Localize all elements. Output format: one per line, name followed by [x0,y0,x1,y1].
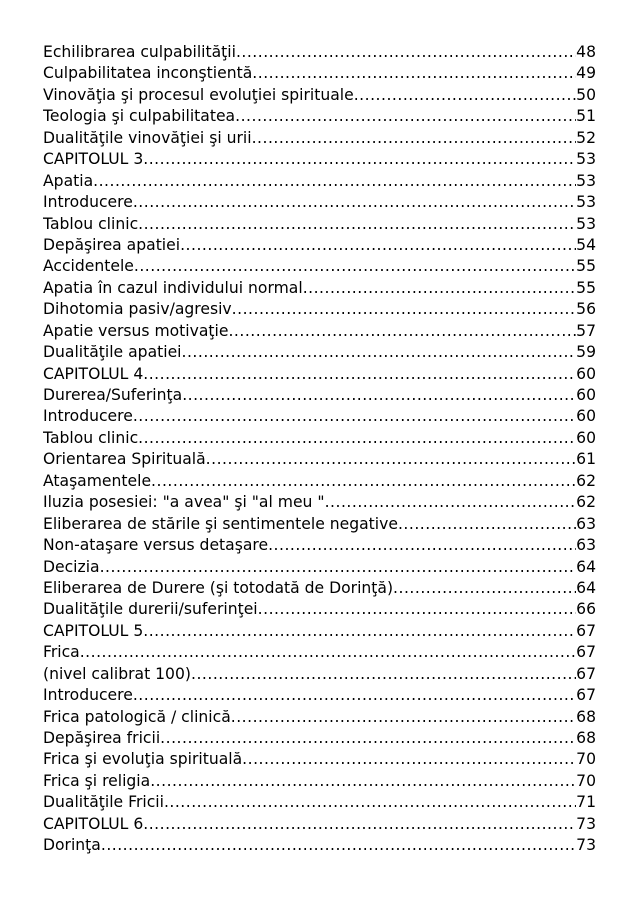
toc-entry-title: Eliberarea de Durere (şi totodată de Dorinţă) [43,578,394,597]
toc-entry-title: Apatia în cazul individului normal [43,278,303,297]
dot-leader [138,428,576,449]
toc-entry-page-number: 51 [576,107,596,126]
dot-leader [160,728,576,749]
toc-entry[interactable] [43,771,596,792]
toc-entry-title: Dualităţile Fricii [43,793,164,812]
dot-leader [80,642,576,663]
toc-entry-title: Frica şi evoluţia spirituală [43,750,243,769]
toc-entry-page-number: 60 [576,407,596,426]
toc-entry[interactable] [43,535,596,556]
toc-entry-title: Apatia [43,171,94,190]
dot-leader [354,85,576,106]
toc-entry-title: Dualităţile vinovăţiei şi urii [43,128,252,147]
dot-leader [231,707,576,728]
toc-entry-page-number: 49 [576,64,596,83]
toc-entry-title: Eliberarea de stările şi sentimentele negative [43,514,398,533]
dot-leader [252,128,577,149]
toc-entry-page-number: 63 [576,536,596,555]
toc-entry-title: Decizia [43,557,100,576]
dot-leader [242,749,576,770]
toc-entry[interactable] [43,835,596,856]
toc-entry[interactable] [43,728,596,749]
dot-leader [143,621,576,642]
toc-entry-page-number: 73 [576,814,596,833]
toc-entry[interactable] [43,149,596,170]
toc-list [43,42,596,857]
dot-leader [150,771,576,792]
toc-entry-title: Dualităţile apatiei [43,343,182,362]
dot-leader [143,364,576,385]
dot-leader [258,599,577,620]
toc-entry-page-number: 60 [576,364,596,383]
toc-entry-page-number: 68 [576,707,596,726]
toc-entry[interactable] [43,814,596,835]
dot-leader [398,514,576,535]
toc-entry-page-number: 59 [576,343,596,362]
toc-entry[interactable] [43,364,596,385]
toc-entry-page-number: 60 [576,428,596,447]
toc-entry[interactable] [43,235,596,256]
toc-entry-title: Durerea/Suferinţa [43,386,183,404]
toc-entry[interactable] [43,85,596,106]
toc-entry-title: Culpabilitatea inconştientă [43,64,253,83]
toc-entry-title: Tablou clinic [43,214,139,233]
toc-entry[interactable] [43,321,596,342]
toc-entry[interactable] [43,42,596,63]
dot-leader [268,535,576,556]
dot-leader [228,321,576,342]
toc-entry-title: Accidentele [43,257,134,276]
toc-entry[interactable] [43,749,596,770]
toc-entry-page-number: 67 [576,664,596,683]
toc-entry-page-number: 50 [576,85,596,104]
dot-leader [206,449,577,470]
toc-entry-page-number: 62 [576,471,596,490]
toc-entry-title: Orientarea Spirituală [43,450,206,469]
toc-entry[interactable] [43,707,596,728]
toc-entry[interactable] [43,685,596,706]
toc-entry-title: CAPITOLUL 6 [43,814,144,833]
toc-entry-title: Frica [43,643,80,662]
toc-entry-title: Depăşirea apatiei [43,235,181,254]
toc-entry-title: Introducere [43,686,133,705]
toc-entry-title: Apatie versus motivaţie [43,321,229,340]
toc-entry-title: CAPITOLUL 3 [43,150,144,169]
toc-entry[interactable] [43,492,596,513]
toc-entry-page-number: 53 [576,214,596,233]
toc-entry[interactable] [43,471,596,492]
toc-entry-page-number: 48 [576,43,596,61]
toc-entry-title: Teologia şi culpabilitatea [43,107,236,126]
toc-entry-title: Non-ataşare versus detaşare [43,536,269,555]
toc-entry-page-number: 71 [576,793,596,812]
toc-entry-title: Echilibrarea culpabilităţii [43,43,236,61]
dot-leader [100,557,577,578]
toc-entry[interactable] [43,514,596,535]
toc-entry[interactable] [43,299,596,320]
toc-entry-page-number: 67 [576,621,596,640]
toc-entry[interactable] [43,256,596,277]
dot-leader [164,792,576,813]
toc-entry-page-number: 55 [576,278,596,297]
toc-entry-page-number: 53 [576,193,596,212]
toc-entry-page-number: 56 [576,300,596,319]
dot-leader [191,664,576,685]
toc-entry[interactable] [43,621,596,642]
toc-entry[interactable] [43,449,596,470]
dot-leader [93,171,576,192]
toc-entry-title: (nivel calibrat 100) [43,664,191,683]
toc-entry-title: Vinovăţia şi procesul evoluţiei spirituale [43,85,354,104]
toc-entry-title: Iluzia posesiei: "a avea" şi "al meu " [43,493,325,512]
toc-entry[interactable] [43,192,596,213]
toc-entry-page-number: 67 [576,643,596,662]
toc-entry[interactable] [43,171,596,192]
toc-entry-page-number: 63 [576,514,596,533]
toc-entry-title: Introducere [43,193,133,212]
dot-leader [101,835,576,856]
toc-entry-page-number: 73 [576,836,596,855]
dot-leader [232,299,577,320]
toc-entry[interactable] [43,106,596,127]
toc-entry-page-number: 67 [576,686,596,705]
toc-entry-page-number: 62 [576,493,596,512]
toc-entry-title: Depăşirea fricii [43,729,161,747]
toc-entry-title: Dihotomia pasiv/agresiv [43,300,232,319]
toc-entry-title: Ataşamentele [43,471,152,490]
toc-entry-title: CAPITOLUL 5 [43,621,144,640]
toc-entry[interactable] [43,428,596,449]
toc-entry[interactable] [43,557,596,578]
toc-entry-page-number: 55 [576,257,596,276]
dot-leader [133,406,576,427]
toc-entry[interactable] [43,128,596,149]
toc-entry[interactable] [43,385,596,406]
toc-entry[interactable] [43,664,596,685]
toc-entry-title: Tablou clinic [43,428,139,447]
dot-leader [151,471,576,492]
dot-leader [134,256,576,277]
dot-leader [252,63,576,84]
toc-entry[interactable] [43,214,596,235]
dot-leader [133,192,576,213]
toc-entry-page-number: 70 [576,771,596,790]
toc-entry-page-number: 54 [576,235,596,254]
dot-leader [182,385,576,406]
toc-entry-title: CAPITOLUL 4 [43,364,144,383]
toc-entry-page-number: 52 [576,128,596,147]
toc-entry-page-number: 57 [576,321,596,340]
toc-entry-title: Frica patologică / clinică [43,707,231,726]
toc-entry-page-number: 66 [576,600,596,619]
toc-entry-page-number: 64 [576,557,596,576]
dot-leader [393,578,576,599]
toc-entry-page-number: 61 [576,450,596,469]
toc-entry[interactable] [43,406,596,427]
toc-entry[interactable] [43,599,596,620]
dot-leader [138,214,576,235]
table-of-contents [43,42,596,857]
dot-leader [303,278,576,299]
toc-entry-page-number: 68 [576,729,596,747]
toc-entry-title: Dualităţile durerii/suferinţei [43,600,258,619]
dot-leader [182,342,577,363]
dot-leader [133,685,576,706]
dot-leader [143,149,576,170]
dot-leader [180,235,576,256]
toc-entry-page-number: 53 [576,150,596,169]
toc-entry[interactable] [43,792,596,813]
toc-entry[interactable] [43,278,596,299]
toc-entry-page-number: 70 [576,750,596,769]
toc-entry-title: Introducere [43,407,133,426]
dot-leader [236,42,576,63]
toc-entry-page-number: 60 [576,386,596,404]
dot-leader [325,492,577,513]
toc-entry-page-number: 53 [576,171,596,190]
toc-entry[interactable] [43,578,596,599]
toc-entry[interactable] [43,642,596,663]
toc-entry-title: Dorinţa [43,836,101,855]
dot-leader [143,814,576,835]
toc-entry[interactable] [43,342,596,363]
toc-entry-page-number: 64 [576,578,596,597]
toc-entry-title: Frica şi religia [43,771,151,790]
toc-entry[interactable] [43,63,596,84]
dot-leader [235,106,576,127]
